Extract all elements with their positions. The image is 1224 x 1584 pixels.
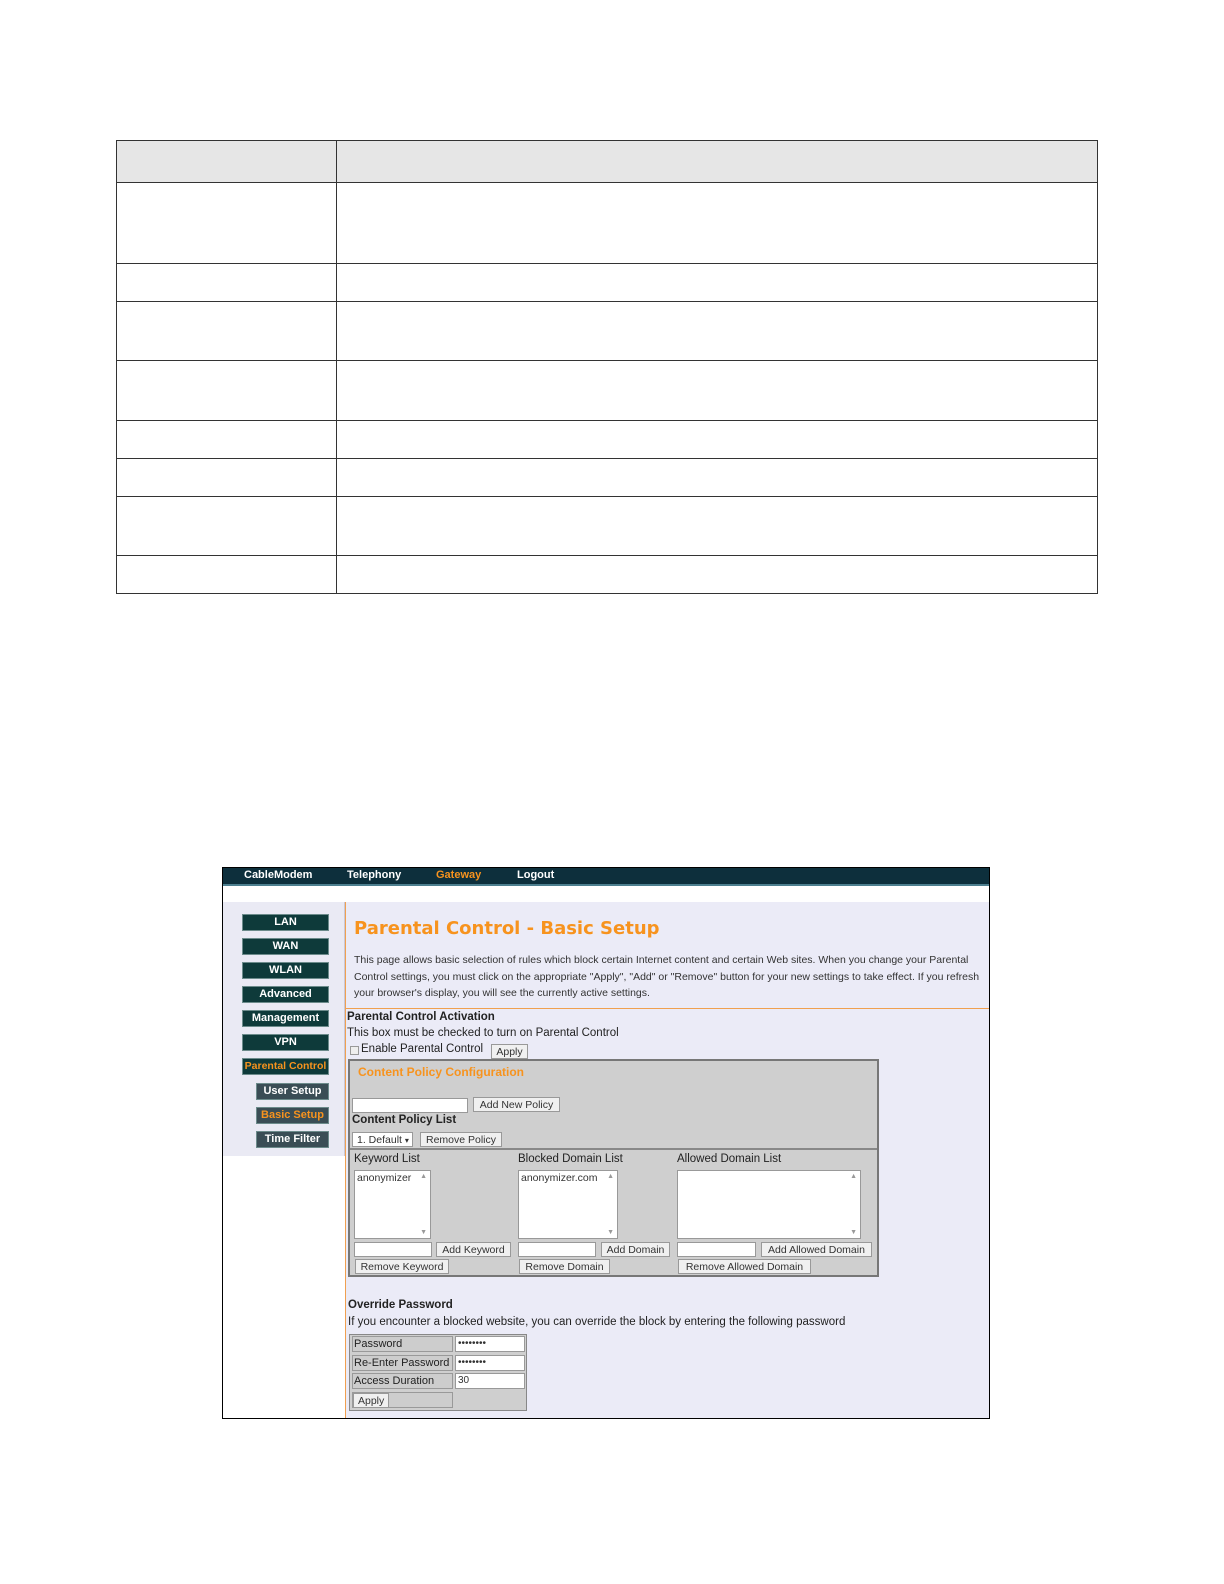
sidebar-item-wlan[interactable]: WLAN [242,962,329,979]
table-cell [117,497,337,556]
scroll-down-icon[interactable]: ▼ [850,1229,857,1236]
sidebar-item-lan[interactable]: LAN [242,914,329,931]
table-header-row [117,141,1098,183]
router-screenshot [222,867,990,1419]
chevron-down-icon: ▾ [404,1136,409,1145]
policy-select-value: 1. Default [357,1134,402,1146]
scroll-down-icon[interactable]: ▼ [607,1229,614,1236]
divider [346,1008,990,1009]
list-item[interactable]: anonymizer.com [521,1172,598,1184]
topnav-gateway[interactable]: Gateway [436,869,482,881]
enable-parental-control-label: Enable Parental Control [361,1043,484,1055]
enable-parental-control-checkbox[interactable] [350,1046,359,1055]
table-row [117,421,1098,459]
blocked-domain-list-heading: Blocked Domain List [518,1153,623,1165]
new-policy-input[interactable] [352,1098,468,1113]
table-cell [337,264,1098,302]
table-cell [337,361,1098,421]
sidebar-item-management[interactable]: Management [242,1010,329,1027]
sidebar-item-wan[interactable]: WAN [242,938,329,955]
keyword-listbox[interactable] [354,1170,431,1239]
override-password-form [349,1334,527,1411]
add-keyword-button[interactable]: Add Keyword [436,1242,511,1257]
page-title: Parental Control - Basic Setup [354,918,660,939]
activation-note: This box must be checked to turn on Parental Control [347,1027,619,1039]
table-row [117,459,1098,497]
list-item[interactable]: anonymizer [357,1172,412,1184]
add-allowed-domain-button[interactable]: Add Allowed Domain [761,1242,872,1257]
table-cell [117,302,337,361]
table-cell [337,421,1098,459]
allowed-domain-listbox[interactable] [677,1170,861,1239]
table-row [117,302,1098,361]
keyword-list-heading: Keyword List [354,1153,420,1165]
main-content [345,902,990,1418]
panel-divider [350,1148,877,1150]
table-cell [117,264,337,302]
activation-apply-button[interactable]: Apply [491,1044,528,1059]
description-table [116,140,1098,594]
remove-domain-button[interactable]: Remove Domain [519,1259,610,1274]
table-row [117,361,1098,421]
table-cell [117,183,337,264]
content-policy-list-heading: Content Policy List [352,1114,457,1126]
add-new-policy-button[interactable]: Add New Policy [473,1097,560,1112]
reenter-password-label: Re-Enter Password [352,1355,453,1371]
password-label: Password [352,1336,453,1352]
table-cell [337,497,1098,556]
content-policy-heading: Content Policy Configuration [358,1065,524,1079]
table-cell [337,183,1098,264]
topnav-cablemodem[interactable]: CableModem [244,869,313,881]
password-input[interactable]: •••••••• [455,1336,525,1352]
scroll-down-icon[interactable]: ▼ [420,1229,427,1236]
add-domain-button[interactable]: Add Domain [601,1242,670,1257]
access-duration-input[interactable]: 30 [455,1373,525,1389]
remove-keyword-button[interactable]: Remove Keyword [355,1259,449,1274]
topnav-telephony[interactable]: Telephony [347,869,402,881]
keyword-input[interactable] [354,1242,432,1257]
content-policy-panel [348,1059,879,1277]
table-cell [117,556,337,594]
table-row [117,183,1098,264]
table-cell [337,556,1098,594]
reenter-password-input[interactable]: •••••••• [455,1355,525,1371]
scroll-up-icon[interactable]: ▲ [850,1173,857,1180]
table-row [117,556,1098,594]
sidebar-item-parental-control[interactable]: Parental Control [242,1058,329,1075]
sidebar-item-vpn[interactable]: VPN [242,1034,329,1051]
allowed-domain-list-heading: Allowed Domain List [677,1153,782,1165]
blocked-domain-listbox[interactable] [518,1170,618,1239]
activation-heading: Parental Control Activation [347,1011,495,1023]
sidebar-subitem-time-filter[interactable]: Time Filter [256,1131,329,1148]
remove-policy-button[interactable]: Remove Policy [420,1132,502,1147]
allowed-domain-input[interactable] [677,1242,756,1257]
policy-select[interactable] [352,1132,413,1147]
table-cell [117,459,337,497]
topnav-logout[interactable]: Logout [517,869,555,881]
override-password-heading: Override Password [348,1299,453,1311]
sidebar-subitem-basic-setup[interactable]: Basic Setup [256,1107,329,1124]
sidebar-item-advanced[interactable]: Advanced [242,986,329,1003]
table-cell [117,421,337,459]
table-row [117,264,1098,302]
override-password-note: If you encounter a blocked website, you can override the block by entering the following password [348,1316,846,1328]
table-cell [337,302,1098,361]
intro-text: This page allows basic selection of rules which block certain Internet content and certain Web sites. When you change your Parental Control settings, you must click on the appropriate "Apply", "Add" or "Remove" button for your new settings to take effect. If you refresh your browser's display, you will see the currently active settings. [354,954,980,999]
table-header-cell [117,141,337,183]
top-navigation [223,868,989,886]
access-duration-label: Access Duration [352,1373,453,1389]
scroll-up-icon[interactable]: ▲ [420,1173,427,1180]
table-cell [117,361,337,421]
sidebar-subitem-user-setup[interactable]: User Setup [256,1083,329,1100]
table-cell [337,459,1098,497]
remove-allowed-domain-button[interactable]: Remove Allowed Domain [678,1259,811,1274]
table-row [117,497,1098,556]
override-apply-button[interactable]: Apply [353,1393,389,1408]
blocked-domain-input[interactable] [518,1242,596,1257]
table-header-cell [337,141,1098,183]
scroll-up-icon[interactable]: ▲ [607,1173,614,1180]
